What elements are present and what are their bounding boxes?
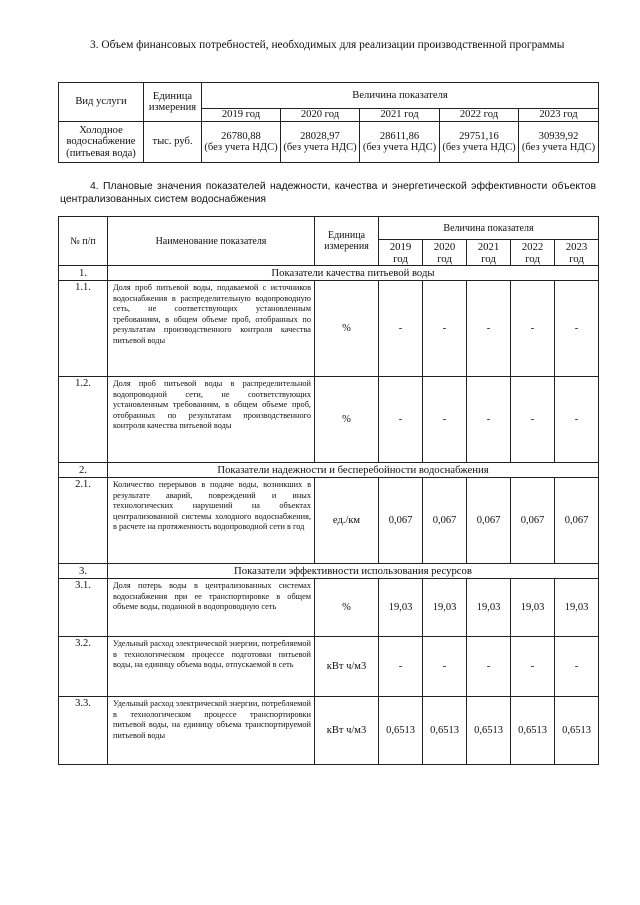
year-header: 2023 год bbox=[519, 109, 599, 122]
row-value: - bbox=[467, 637, 511, 697]
row-value: - bbox=[423, 637, 467, 697]
row-value: 19,03 bbox=[379, 579, 423, 637]
row-value: - bbox=[423, 377, 467, 463]
year-header: 2022 год bbox=[511, 240, 555, 266]
value-amount: 26780,88 bbox=[221, 130, 261, 142]
row-value: - bbox=[511, 637, 555, 697]
value-note: (без учета НДС) bbox=[521, 142, 596, 153]
row-value: - bbox=[555, 281, 599, 377]
row-unit: ед./км bbox=[315, 478, 379, 564]
row-value: 0,067 bbox=[423, 478, 467, 564]
row-value: 19,03 bbox=[467, 579, 511, 637]
row-value: 19,03 bbox=[555, 579, 599, 637]
row-value: 19,03 bbox=[511, 579, 555, 637]
table-row bbox=[59, 637, 599, 697]
section3-heading: 3. Объем финансовых потребностей, необходимых для реализации производственной программы bbox=[90, 39, 565, 51]
row-value: - bbox=[379, 281, 423, 377]
row-value: 19,03 bbox=[423, 579, 467, 637]
value-cell bbox=[519, 122, 599, 163]
row-num: 2.1. bbox=[59, 478, 108, 564]
value-cell bbox=[360, 122, 440, 163]
section-title: Показатели качества питьевой воды bbox=[108, 266, 599, 281]
row-value: - bbox=[555, 377, 599, 463]
section-num: 3. bbox=[59, 564, 108, 579]
row-value: - bbox=[423, 281, 467, 377]
value-note: (без учета НДС) bbox=[442, 142, 516, 153]
year-header: 2022 год bbox=[440, 109, 519, 122]
section-title: Показатели эффективности использования ресурсов bbox=[108, 564, 599, 579]
row-value: 0,067 bbox=[467, 478, 511, 564]
table-row bbox=[59, 697, 599, 765]
value-amount: 28028,97 bbox=[300, 130, 340, 142]
indicators-table bbox=[58, 216, 599, 765]
value-amount: 30939,92 bbox=[538, 130, 579, 142]
col-value-header: Величина показателя bbox=[379, 217, 599, 240]
row-name: Доля проб питьевой воды в распределительной водопроводной сети, не соответствующих установленным требованиям, в общем объеме проб, отобранных по результатам производственного контроля качества питьевой воды bbox=[108, 377, 315, 463]
row-value: 0,6513 bbox=[379, 697, 423, 765]
section-num: 1. bbox=[59, 266, 108, 281]
service-name: Холодное водоснабжение (питьевая вода) bbox=[59, 122, 144, 163]
row-unit: кВт ч/м3 bbox=[315, 637, 379, 697]
row-num: 3.3. bbox=[59, 697, 108, 765]
row-value: 0,6513 bbox=[423, 697, 467, 765]
col-num-header: № п/п bbox=[59, 217, 108, 266]
row-name: Количество перерывов в подаче воды, возникших в результате аварий, повреждений и иных технологических нарушений на объектах централизованной системы холодного водоснабжения, в расчете на протяженность водопроводной сети в год bbox=[108, 478, 315, 564]
value-note: (без учета НДС) bbox=[362, 142, 437, 153]
row-value: - bbox=[467, 377, 511, 463]
financial-needs-table bbox=[58, 82, 599, 163]
value-note: (без учета НДС) bbox=[283, 142, 357, 153]
table-row bbox=[59, 377, 599, 463]
row-name: Удельный расход электрической энергии, потребляемой в технологическом процессе транспортировки питьевой воды, на единицу объема транспортируемой питьевой воды bbox=[108, 697, 315, 765]
row-unit: % bbox=[315, 281, 379, 377]
value-cell bbox=[281, 122, 360, 163]
service-unit: тыс. руб. bbox=[144, 122, 202, 163]
col-unit-header: Единица измерения bbox=[315, 217, 379, 266]
row-unit: % bbox=[315, 579, 379, 637]
table-row bbox=[59, 478, 599, 564]
row-value: 0,067 bbox=[379, 478, 423, 564]
value-amount: 29751,16 bbox=[459, 130, 499, 142]
value-cell bbox=[202, 122, 281, 163]
year-header: 2020 год bbox=[423, 240, 467, 266]
col-value-header: Величина показателя bbox=[202, 83, 599, 109]
row-value: - bbox=[555, 637, 599, 697]
row-num: 3.1. bbox=[59, 579, 108, 637]
row-value: - bbox=[511, 377, 555, 463]
value-note: (без учета НДС) bbox=[204, 142, 278, 153]
row-unit: кВт ч/м3 bbox=[315, 697, 379, 765]
row-num: 1.1. bbox=[59, 281, 108, 377]
row-value: 0,067 bbox=[511, 478, 555, 564]
year-header: 2021 год bbox=[360, 109, 440, 122]
year-header: 2019 год bbox=[202, 109, 281, 122]
row-value: - bbox=[379, 637, 423, 697]
year-header: 2023 год bbox=[555, 240, 599, 266]
row-value: 0,067 bbox=[555, 478, 599, 564]
table-row bbox=[59, 579, 599, 637]
row-value: - bbox=[467, 281, 511, 377]
row-value: 0,6513 bbox=[467, 697, 511, 765]
year-header: 2019 год bbox=[379, 240, 423, 266]
col-service-header: Вид услуги bbox=[59, 83, 144, 122]
row-num: 1.2. bbox=[59, 377, 108, 463]
row-value: - bbox=[379, 377, 423, 463]
value-amount: 28611,86 bbox=[379, 130, 420, 142]
year-header: 2020 год bbox=[281, 109, 360, 122]
section4-heading: 4. Плановые значения показателей надежности, качества и энергетической эффективности объектов централизованных систем водоснабжения bbox=[60, 181, 596, 205]
row-num: 3.2. bbox=[59, 637, 108, 697]
row-unit: % bbox=[315, 377, 379, 463]
section-num: 2. bbox=[59, 463, 108, 478]
section-title: Показатели надежности и бесперебойности водоснабжения bbox=[108, 463, 599, 478]
col-unit-header: Единица измерения bbox=[144, 83, 202, 122]
row-value: - bbox=[511, 281, 555, 377]
year-header: 2021 год bbox=[467, 240, 511, 266]
row-name: Удельный расход электрической энергии, потребляемой в технологическом процессе подготовки питьевой воды, на единицу объема воды, отпускаемой в сеть bbox=[108, 637, 315, 697]
row-value: 0,6513 bbox=[511, 697, 555, 765]
row-name: Доля проб питьевой воды, подаваемой с источников водоснабжения в распределительную водопроводную сеть, не соответствующих установленным требованиям, в общем объеме проб, отобранных по результатам производственного контроля качества питьевой воды bbox=[108, 281, 315, 377]
value-cell bbox=[440, 122, 519, 163]
col-name-header: Наименование показателя bbox=[108, 217, 315, 266]
row-value: 0,6513 bbox=[555, 697, 599, 765]
row-name: Доля потерь воды в централизованных системах водоснабжения при ее транспортировке в общем объеме воды, поданной в водопроводную сеть bbox=[108, 579, 315, 637]
table-row bbox=[59, 281, 599, 377]
